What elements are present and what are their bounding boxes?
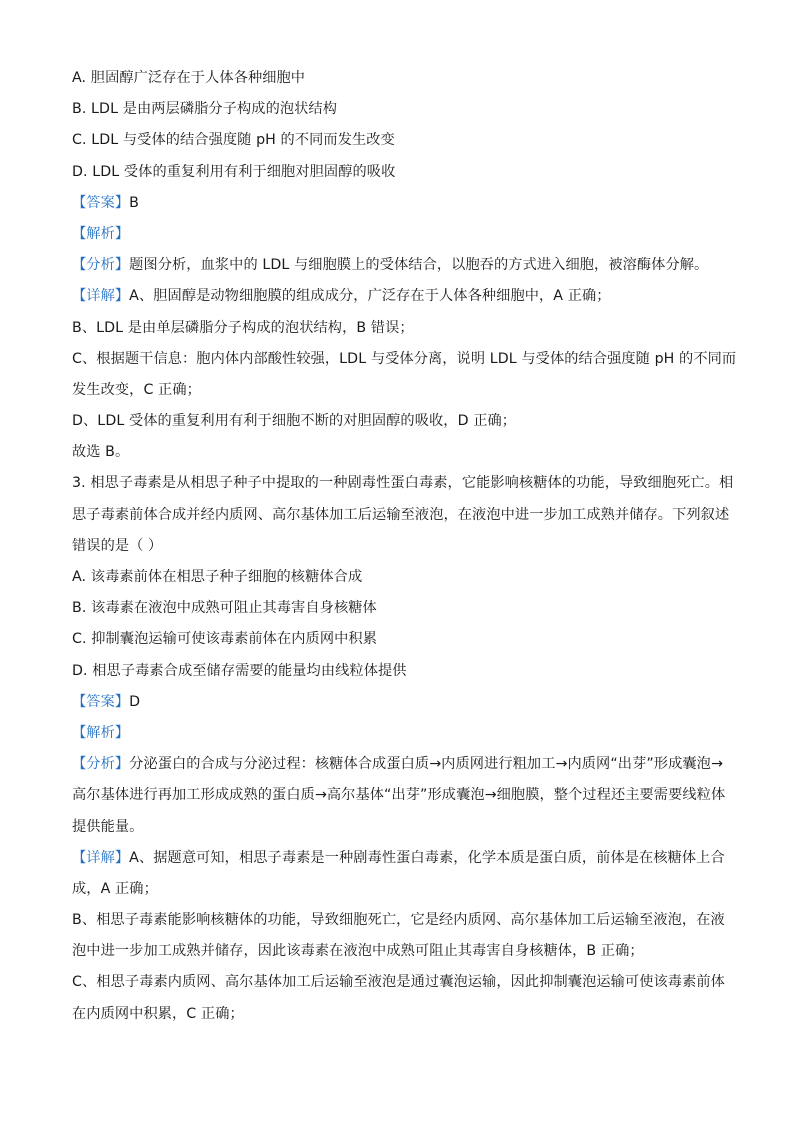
question-3-stem-line-2: 思子毒素前体合成并经内质网、高尔基体加工后运输至液泡，在液泡中进一步加工成熟并储存。下列叙述 [72, 506, 730, 523]
q3-fenxi-cont-line-2: 提供能量。 [72, 818, 144, 835]
q3-option-d-line: D. 相思子毒素合成至储存需要的能量均由线粒体提供 [72, 662, 407, 679]
explanation-c-line: C、根据题干信息：胞内体内部酸性较强，LDL 与受体分离，说明 LDL 与受体的结合强度随 pH 的不同而 [72, 350, 737, 367]
q3-xiangjie-tag: 【详解】 [72, 849, 130, 866]
q3-analysis-tag: 【解析】 [72, 724, 130, 741]
analysis-heading [72, 219, 724, 250]
xiangjie-tag: 【详解】 [72, 288, 130, 305]
q3-explanation-b-line-1: B、相思子毒素能影响核糖体的功能，导致细胞死亡，它是经内质网、高尔基体加工后运输至液泡，在液 [72, 912, 725, 929]
q3-fenxi-tag: 【分析】 [72, 756, 130, 773]
document-page [72, 63, 737, 1030]
answer-tag: 【答案】 [72, 194, 130, 211]
q3-fenxi-line: 【分析】分泌蛋白的合成与分泌过程：核糖体合成蛋白质→内质网进行粗加工→内质网“出芽”形成囊泡→ [72, 756, 723, 773]
fenxi-tag: 【分析】 [72, 257, 130, 274]
option-d-line: D. LDL 受体的重复利用有利于细胞对胆固醇的吸收 [72, 163, 396, 180]
explanation-b-line: B、LDL 是由单层磷脂分子构成的泡状结构，B 错误； [72, 319, 414, 336]
q3-xiangjie-cont-line: 成，A 正确； [72, 880, 158, 897]
q3-option-b-line: B. 该毒素在液泡中成熟可阻止其毒害自身核糖体 [72, 600, 377, 617]
q3-option-c-line: C. 抑制囊泡运输可使该毒素前体在内质网中积累 [72, 631, 377, 648]
q3-answer-tag: 【答案】 [72, 693, 130, 710]
conclusion-line: 故选 B。 [72, 444, 130, 461]
fenxi-line: 【分析】题图分析，血浆中的 LDL 与细胞膜上的受体结合，以胞吞的方式进入细胞，被溶酶体分解。 [72, 257, 709, 274]
answer-line [72, 188, 724, 219]
q3-option-a-line: A. 该毒素前体在相思子种子细胞的核糖体合成 [72, 569, 363, 585]
q3-analysis-heading [72, 718, 724, 749]
q3-explanation-b-line-2: 泡中进一步加工成熟并储存，因此该毒素在液泡中成熟可阻止其毒害自身核糖体，B 正确； [72, 943, 644, 960]
q3-xiangjie-line: 【详解】A、据题意可知，相思子毒素是一种剧毒性蛋白毒素，化学本质是蛋白质，前体是在核糖体上合 [72, 849, 725, 866]
question-3-stem-line-1: 3. 相思子毒素是从相思子种子中提取的一种剧毒性蛋白毒素，它能影响核糖体的功能，导致细胞死亡。相 [72, 475, 734, 492]
answer-value: B [129, 194, 139, 211]
question-3-stem-line-3: 错误的是（ ） [72, 537, 163, 554]
xiangjie-line: 【详解】A、胆固醇是动物细胞膜的组成成分，广泛存在于人体各种细胞中，A 正确； [72, 288, 611, 305]
q3-answer-value: D [129, 693, 141, 710]
q3-answer-line [72, 687, 724, 718]
option-a-line: A. 胆固醇广泛存在于人体各种细胞中 [72, 70, 306, 86]
q3-fenxi-cont-line-1: 高尔基体进行再加工形成成熟的蛋白质→高尔基体“出芽”形成囊泡→细胞膜，整个过程还主要需要线粒体 [72, 787, 726, 804]
explanation-c-cont-line: 发生改变，C 正确； [72, 381, 201, 398]
option-b-line: B. LDL 是由两层磷脂分子构成的泡状结构 [72, 101, 338, 118]
q3-explanation-c-line-2: 在内质网中积累，C 正确； [72, 1005, 244, 1022]
option-c-line: C. LDL 与受体的结合强度随 pH 的不同而发生改变 [72, 132, 395, 149]
analysis-tag: 【解析】 [72, 225, 130, 242]
explanation-d-line: D、LDL 受体的重复利用有利于细胞不断的对胆固醇的吸收，D 正确； [72, 413, 517, 430]
q3-explanation-c-line-1: C、相思子毒素内质网、高尔基体加工后运输至液泡是通过囊泡运输，因此抑制囊泡运输可使该毒素前体 [72, 974, 725, 991]
